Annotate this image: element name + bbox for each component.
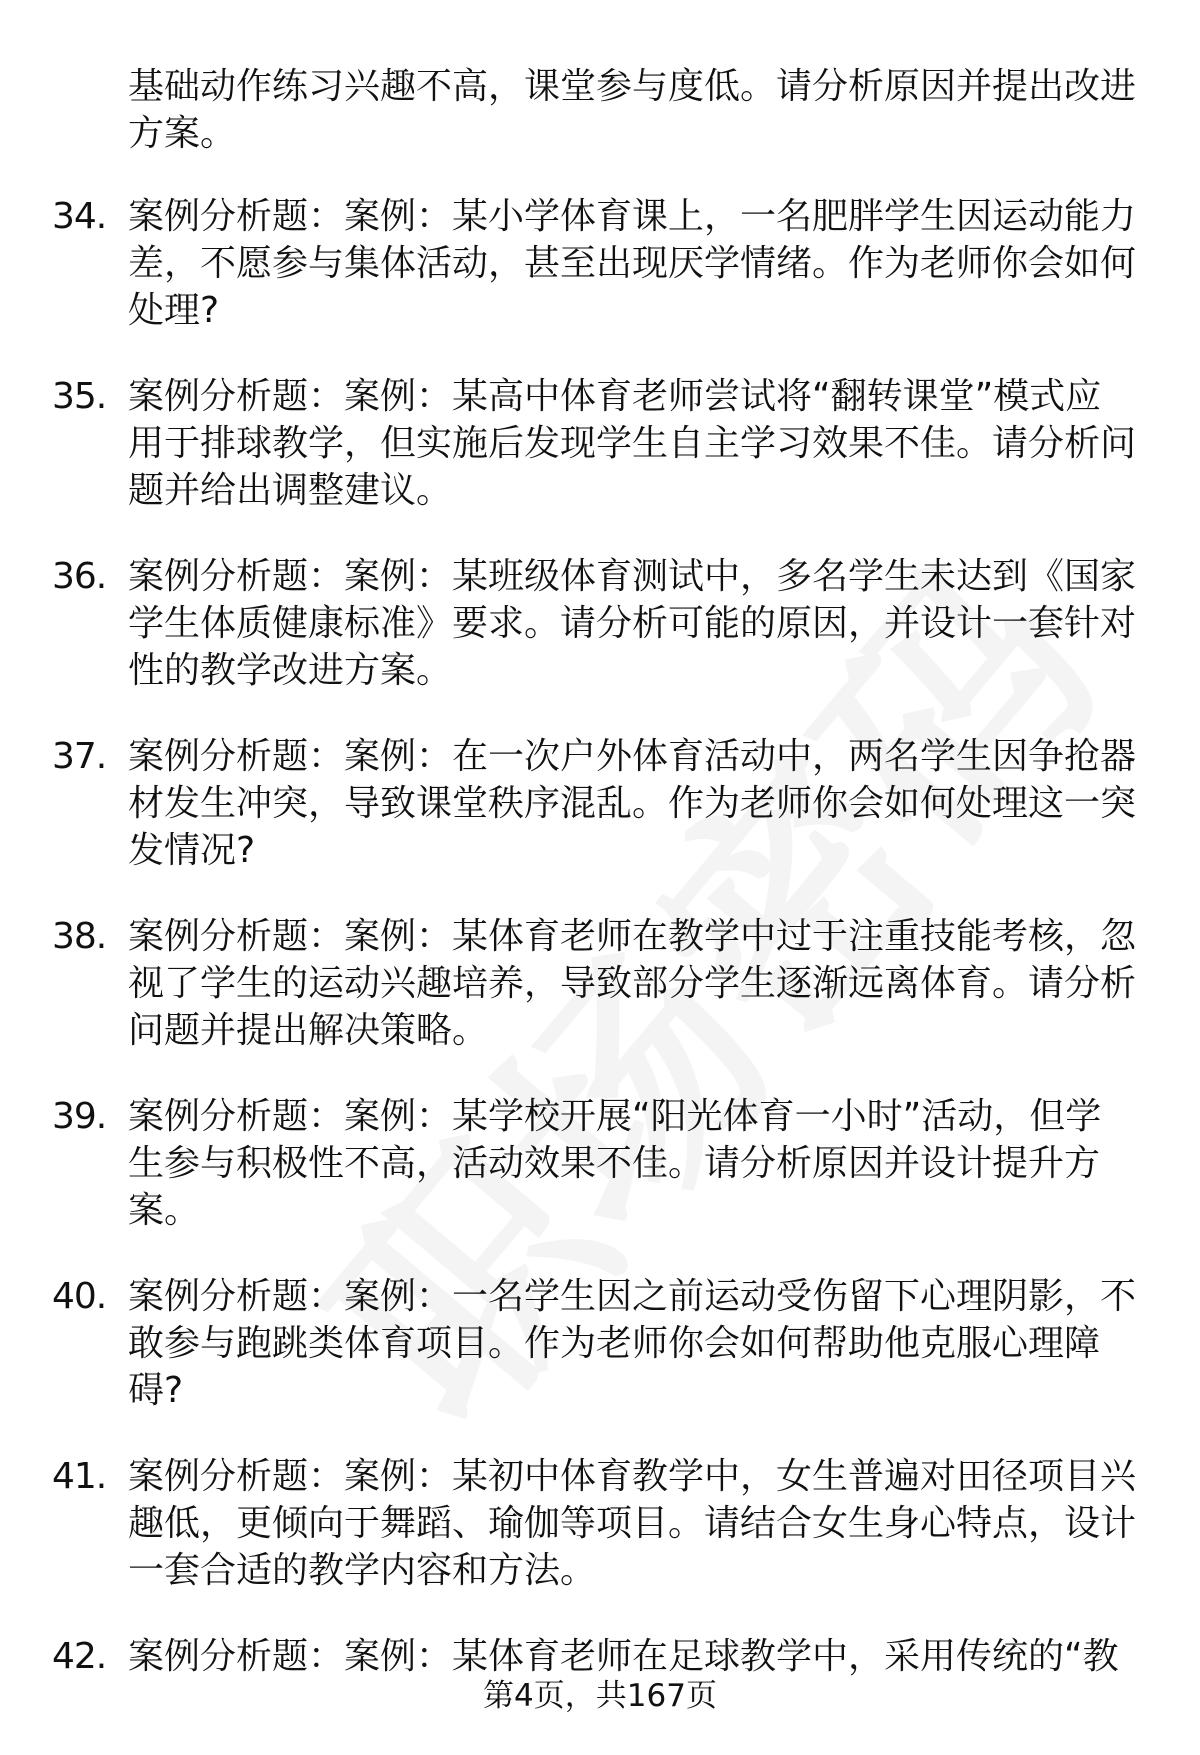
question-text-line: 趣低，更倾向于舞蹈、瑜伽等项目。请结合女生身心特点，设计	[128, 1503, 1137, 1544]
question-number: 37.	[52, 736, 107, 777]
question-text-line: 案。	[128, 1190, 201, 1231]
question-text-line: 视了学生的运动兴趣培养，导致部分学生逐渐远离体育。请分析	[128, 963, 1137, 1004]
question-number: 40.	[52, 1276, 107, 1317]
question-text-line: 碍?	[128, 1370, 184, 1411]
question-text-line: 案例分析题：案例：某初中体育教学中，女生普遍对田径项目兴	[128, 1456, 1137, 1497]
question-text-line: 生参与积极性不高，活动效果不佳。请分析原因并设计提升方	[128, 1143, 1101, 1184]
question-text-line: 用于排球教学，但实施后发现学生自主学习效果不佳。请分析问	[128, 423, 1137, 464]
question-text-line: 案例分析题：案例：一名学生因之前运动受伤留下心理阴影，不	[128, 1276, 1137, 1317]
question-number: 41.	[52, 1456, 107, 1497]
question-text-line: 题并给出调整建议。	[128, 470, 453, 511]
question-text-line: 案例分析题：案例：某体育老师在足球教学中，采用传统的“教	[128, 1636, 1119, 1677]
question-text-line: 性的教学改进方案。	[128, 650, 453, 691]
question-text-line: 处理?	[128, 290, 220, 331]
question-text-line: 案例分析题：案例：某学校开展“阳光体育一小时”活动，但学	[128, 1096, 1102, 1137]
page-number: 第4页，共167页	[483, 1678, 717, 1714]
question-number: 38.	[52, 916, 107, 957]
question-text-line: 方案。	[128, 113, 237, 154]
question-text-line: 案例分析题：案例：某班级体育测试中，多名学生未达到《国家	[128, 556, 1137, 597]
question-text-line: 基础动作练习兴趣不高，课堂参与度低。请分析原因并提出改进	[128, 66, 1137, 107]
question-text-line: 材发生冲突，导致课堂秩序混乱。作为老师你会如何处理这一突	[128, 783, 1137, 824]
question-text-line: 学生体质健康标准》要求。请分析可能的原因，并设计一套针对	[128, 603, 1137, 644]
question-text-line: 案例分析题：案例：某小学体育课上，一名肥胖学生因运动能力	[128, 196, 1137, 237]
question-number: 34.	[52, 196, 107, 237]
question-text-line: 差，不愿参与集体活动，甚至出现厌学情绪。作为老师你会如何	[128, 243, 1137, 284]
question-text-line: 敢参与跑跳类体育项目。作为老师你会如何帮助他克服心理障	[128, 1323, 1101, 1364]
question-number: 42.	[52, 1636, 107, 1677]
question-number: 39.	[52, 1096, 107, 1137]
question-number: 35.	[52, 376, 107, 417]
question-text-line: 案例分析题：案例：某体育老师在教学中过于注重技能考核，忽	[128, 916, 1137, 957]
question-text-line: 问题并提出解决策略。	[128, 1010, 489, 1051]
question-number: 36.	[52, 556, 107, 597]
question-text-line: 一套合适的教学内容和方法。	[128, 1550, 597, 1591]
question-text-line: 发情况?	[128, 830, 256, 871]
question-text-line: 案例分析题：案例：某高中体育老师尝试将“翻转课堂”模式应	[128, 376, 1102, 417]
question-text-line: 案例分析题：案例：在一次户外体育活动中，两名学生因争抢器	[128, 736, 1137, 777]
